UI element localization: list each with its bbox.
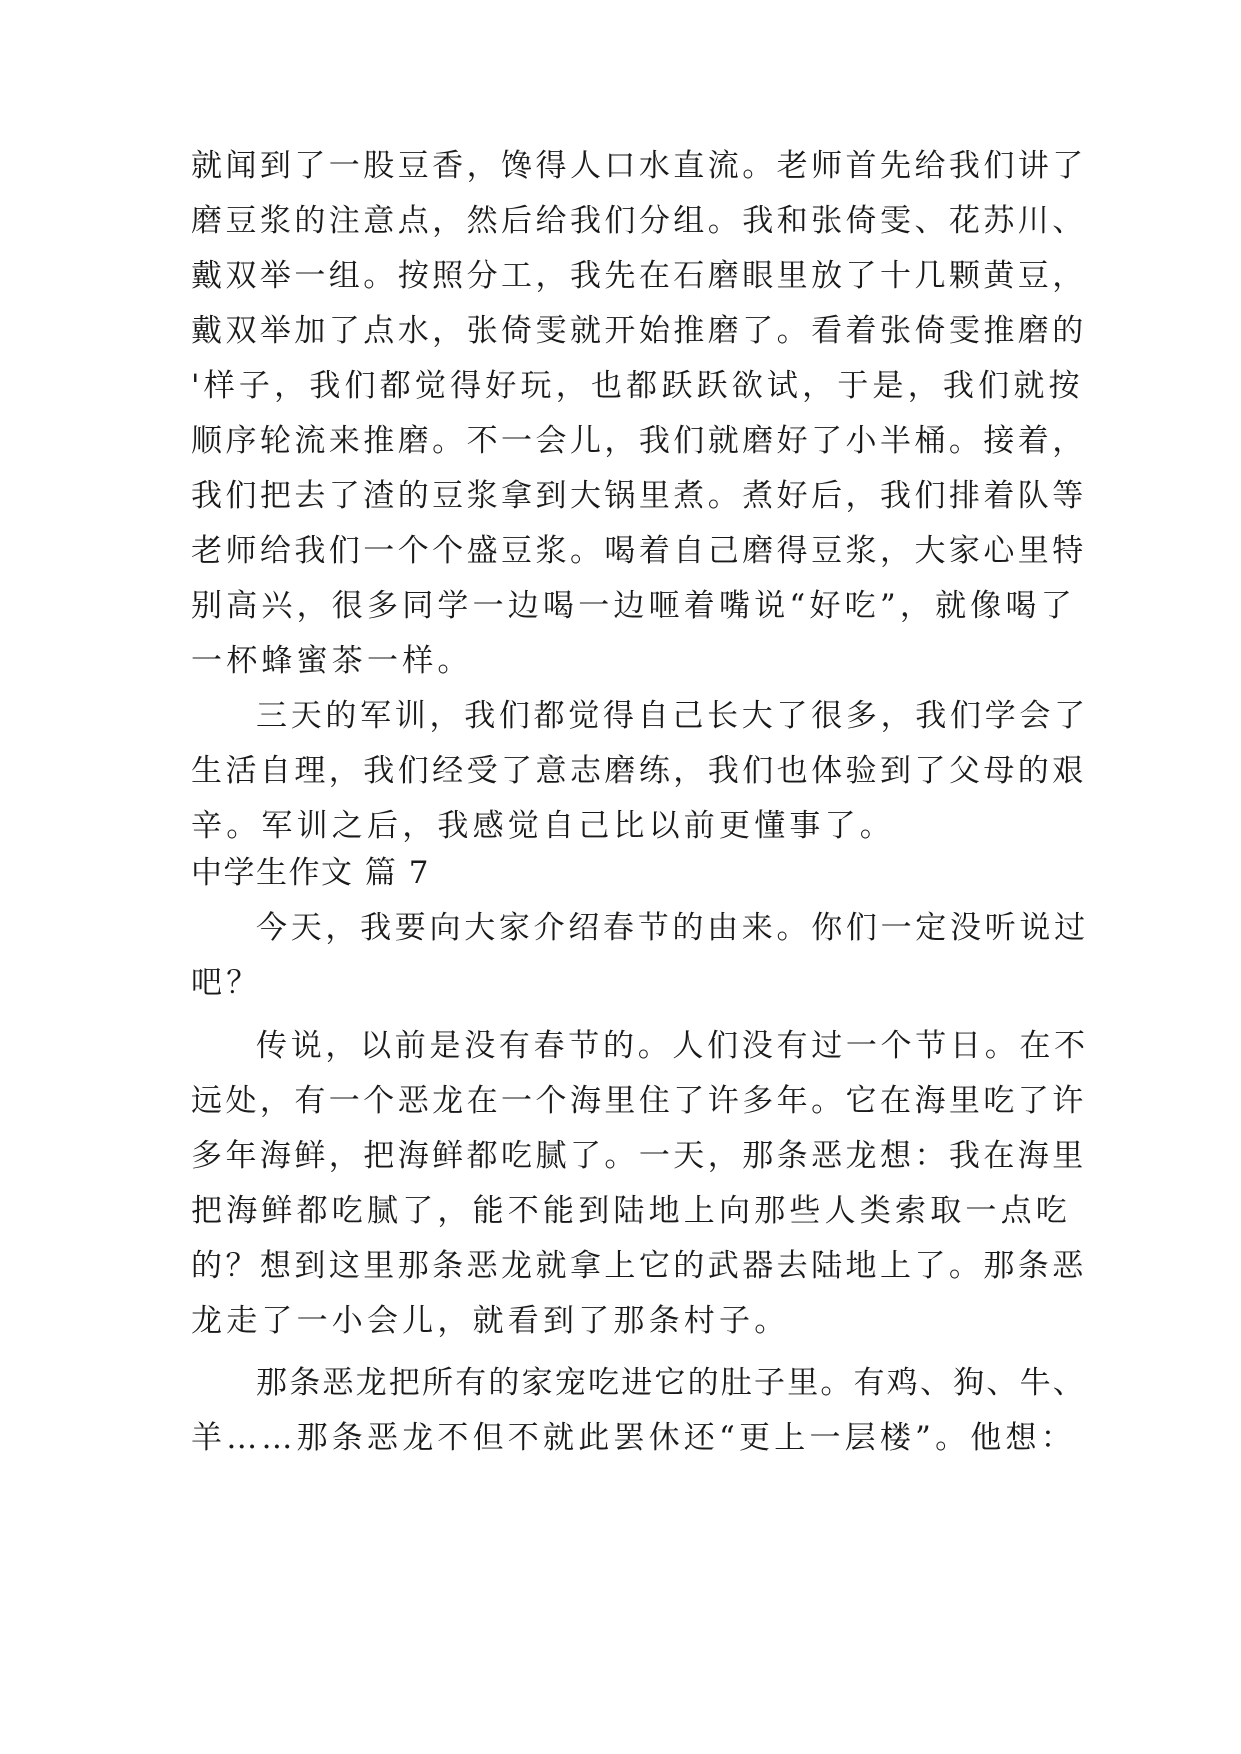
text-line: 多年海鲜，把海鲜都吃腻了。一天，那条恶龙想：我在海里 bbox=[191, 1138, 1087, 1174]
text-line: 就闻到了一股豆香，馋得人口水直流。老师首先给我们讲了 bbox=[191, 148, 1087, 184]
text-line: 戴双举一组。按照分工，我先在石磨眼里放了十几颗黄豆， bbox=[191, 258, 1087, 294]
text-line: 远处，有一个恶龙在一个海里住了许多年。它在海里吃了许 bbox=[191, 1083, 1087, 1119]
section-heading: 中学生作文 篇 7 bbox=[191, 855, 430, 891]
text-line: 今天，我要向大家介绍春节的由来。你们一定没听说过 bbox=[256, 910, 1089, 946]
text-line: 三天的军训，我们都觉得自己长大了很多，我们学会了 bbox=[256, 698, 1089, 734]
text-line: 龙走了一小会儿，就看到了那条村子。 bbox=[191, 1303, 790, 1339]
text-line: 生活自理，我们经受了意志磨练，我们也体验到了父母的艰 bbox=[191, 753, 1087, 789]
text-line: '样子，我们都觉得好玩，也都跃跃欲试，于是，我们就按 bbox=[191, 368, 1084, 404]
text-line: 羊……那条恶龙不但不就此罢休还“更上一层楼”。他想： bbox=[191, 1420, 1076, 1456]
text-line: 顺序轮流来推磨。不一会儿，我们就磨好了小半桶。接着， bbox=[191, 423, 1087, 459]
text-line: 那条恶龙把所有的家宠吃进它的肚子里。有鸡、狗、牛、 bbox=[256, 1365, 1086, 1401]
text-line: 把海鲜都吃腻了，能不能到陆地上向那些人类索取一点吃 bbox=[191, 1193, 1071, 1229]
text-line: 一杯蜂蜜茶一样。 bbox=[191, 643, 473, 679]
text-line: 戴双举加了点水，张倚雯就开始推磨了。看着张倚雯推磨的 bbox=[191, 313, 1087, 349]
text-line: 磨豆浆的注意点，然后给我们分组。我和张倚雯、花苏川、 bbox=[191, 203, 1087, 239]
text-line: 传说，以前是没有春节的。人们没有过一个节日。在不 bbox=[256, 1028, 1089, 1064]
text-line: 的？想到这里那条恶龙就拿上它的武器去陆地上了。那条恶 bbox=[191, 1248, 1087, 1284]
text-line: 辛。军训之后，我感觉自己比以前更懂事了。 bbox=[191, 808, 895, 844]
text-line: 别高兴，很多同学一边喝一边咂着嘴说“好吃”，就像喝了 bbox=[191, 588, 1076, 624]
text-line: 我们把去了渣的豆浆拿到大锅里煮。煮好后，我们排着队等 bbox=[191, 478, 1087, 514]
text-line: 吧？ bbox=[191, 965, 262, 1001]
text-line: 老师给我们一个个盛豆浆。喝着自己磨得豆浆，大家心里特 bbox=[191, 533, 1087, 569]
